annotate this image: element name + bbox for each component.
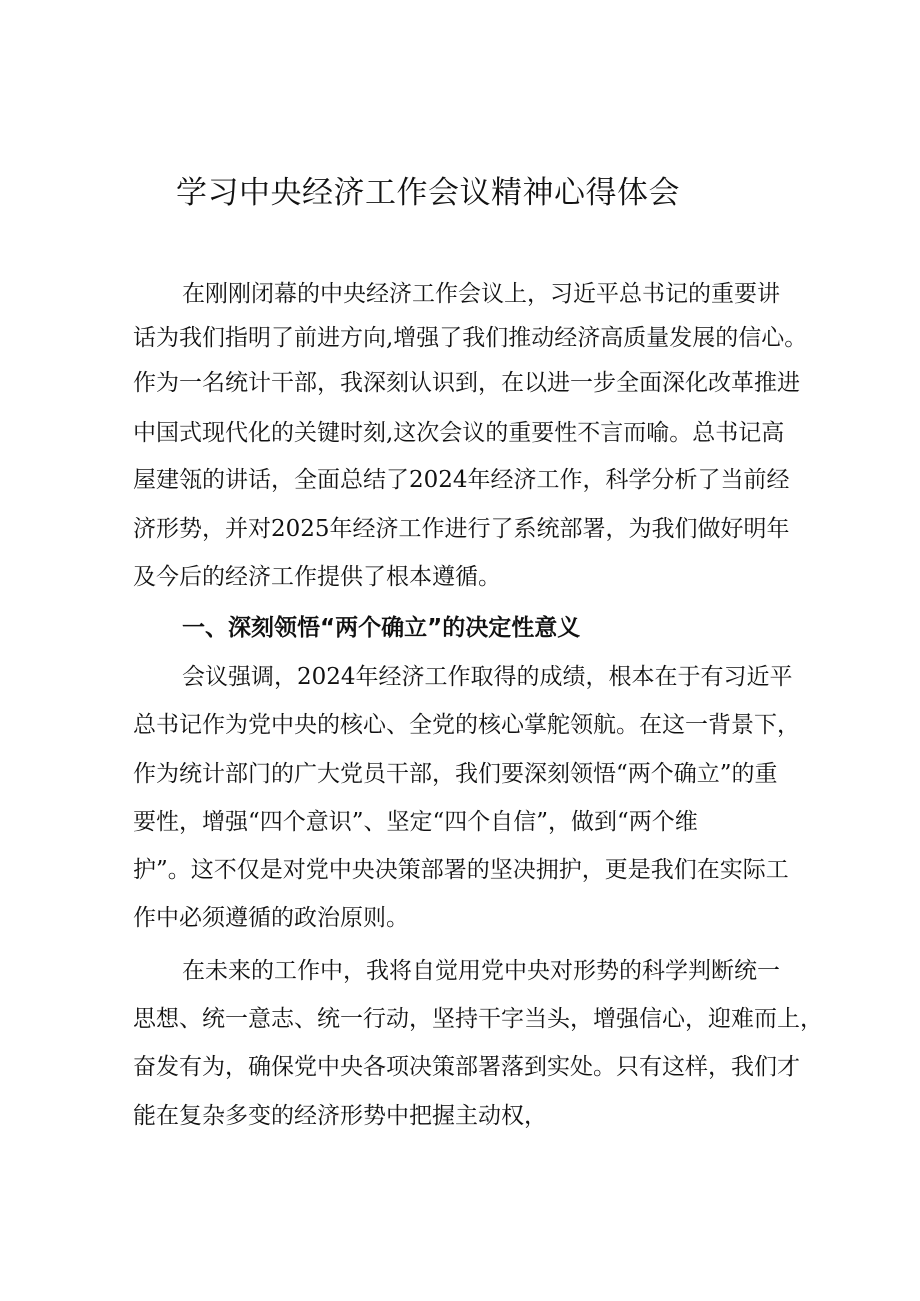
paragraph-1-line-4: 中国式现代化的关键时刻,这次会议的重要性不言而喻。总书记高 [133, 420, 785, 446]
paragraph-1-line-5: 屋建瓴的讲话，全面总结了2024年经济工作，科学分析了当前经 [133, 467, 790, 493]
paragraph-2-line-5: 护”。这不仅是对党中央决策部署的坚决拥护，更是我们在实际工 [133, 857, 789, 883]
paragraph-2-line-2: 总书记作为党中央的核心、全党的核心掌舵领航。在这一背景下， [133, 712, 800, 738]
paragraph-1-line-7: 及今后的经济工作提供了根本遵循。 [133, 564, 501, 590]
paragraph-1-line-1: 在刚刚闭幕的中央经济工作会议上，习近平总书记的重要讲 [182, 281, 780, 307]
paragraph-2-line-3: 作为统计部门的广大党员干部，我们要深刻领悟“两个确立”的重 [133, 761, 778, 787]
paragraph-1-line-2: 话为我们指明了前进方向,增强了我们推动经济高质量发展的信心。 [133, 325, 808, 351]
paragraph-2-line-6: 作中必须遵循的政治原则。 [133, 905, 409, 931]
paragraph-1-line-6: 济形势，并对2025年经济工作进行了系统部署，为我们做好明年 [133, 516, 790, 542]
paragraph-2-line-1: 会议强调，2024年经济工作取得的成绩，根本在于有习近平 [182, 664, 793, 690]
paragraph-2-line-4: 要性，增强“四个意识”、坚定“四个自信”，做到“两个维 [133, 809, 698, 835]
paragraph-3-line-2: 思想、统一意志、统一行动，坚持干字当头，增强信心，迎难而上， [133, 1006, 823, 1032]
paragraph-3-line-1: 在未来的工作中，我将自觉用党中央对形势的科学判断统一 [182, 958, 780, 984]
section-heading: 一、深刻领悟“两个确立”的决定性意义 [182, 615, 581, 641]
paragraph-3-line-3: 奋发有为，确保党中央各项决策部署落到实处。只有这样，我们才 [133, 1054, 800, 1080]
paragraph-3-line-4: 能在复杂多变的经济形势中把握主动权， [133, 1103, 547, 1129]
paragraph-1-line-3: 作为一名统计干部，我深刻认识到，在以进一步全面深化改革推进 [133, 370, 800, 396]
document-title: 学习中央经济工作会议精神心得体会 [176, 175, 680, 211]
